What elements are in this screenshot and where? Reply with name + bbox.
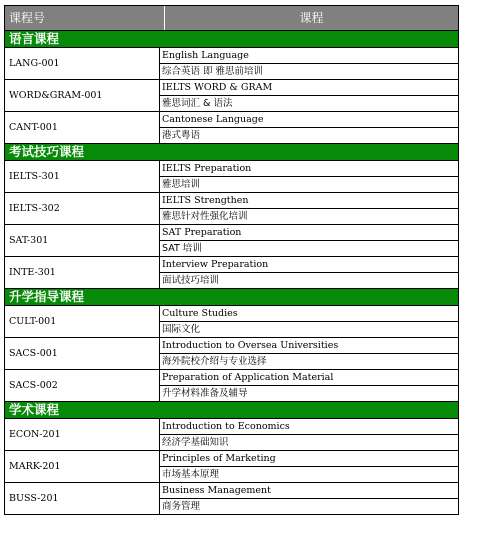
course-name-en: SAT Preparation xyxy=(160,225,458,241)
header-code: 课程号 xyxy=(5,6,165,30)
course-name-zh: 商务管理 xyxy=(162,501,201,512)
course-code: ECON-201 xyxy=(5,419,160,450)
course-name-zh: 港式粤语 xyxy=(162,130,201,141)
course-code: SACS-001 xyxy=(5,338,160,369)
course-code: CULT-001 xyxy=(5,306,160,337)
course-code: SACS-002 xyxy=(5,370,160,401)
table-row xyxy=(5,369,458,401)
course-name-zh: 国际文化 xyxy=(162,324,201,335)
course-name-en: IELTS Strengthen xyxy=(160,193,458,209)
table-row xyxy=(5,47,458,79)
table-row xyxy=(5,111,458,143)
table-header xyxy=(5,6,458,30)
section-title: 考试技巧课程 xyxy=(5,143,458,160)
course-code: LANG-001 xyxy=(5,48,160,79)
course-name-en: Preparation of Application Material xyxy=(160,370,458,386)
table-row xyxy=(5,337,458,369)
section-title: 学术课程 xyxy=(5,401,458,418)
course-name-zh: SAT 培训 xyxy=(162,243,202,254)
course-code: SAT-301 xyxy=(5,225,160,256)
table-row xyxy=(5,256,458,288)
course-name-zh: 市场基本原理 xyxy=(162,469,220,480)
course-code: CANT-001 xyxy=(5,112,160,143)
course-name-zh: 综合英语 即 雅思前培训 xyxy=(162,66,264,77)
course-name-zh: 雅思培训 xyxy=(162,179,201,190)
course-name-zh: 雅思针对性强化培训 xyxy=(162,211,248,222)
table-row xyxy=(5,160,458,192)
course-name-en: Principles of Marketing xyxy=(160,451,458,467)
course-name-zh: 雅思词汇 & 语法 xyxy=(162,98,233,109)
course-code: BUSS-201 xyxy=(5,483,160,514)
course-name-en: IELTS Preparation xyxy=(160,161,458,177)
table-row xyxy=(5,79,458,111)
table-row xyxy=(5,224,458,256)
section-title: 升学指导课程 xyxy=(5,288,458,305)
course-code: MARK-201 xyxy=(5,451,160,482)
header-course: 课程 xyxy=(299,11,324,25)
course-name-zh: 面试技巧培训 xyxy=(162,275,220,286)
table-row xyxy=(5,450,458,482)
course-name-en: IELTS WORD & GRAM xyxy=(160,80,458,96)
table-row xyxy=(5,418,458,450)
course-name-en: Business Management xyxy=(160,483,458,499)
course-name-zh: 经济学基础知识 xyxy=(162,437,229,448)
course-table xyxy=(4,5,459,515)
course-name-en: English Language xyxy=(160,48,458,64)
course-name-en: Cantonese Language xyxy=(160,112,458,128)
course-name-en: Introduction to Economics xyxy=(160,419,458,435)
course-name-en: Interview Preparation xyxy=(160,257,458,273)
course-code: IELTS-302 xyxy=(5,193,160,224)
section-title: 语言课程 xyxy=(5,30,458,47)
course-code: WORD&GRAM-001 xyxy=(5,80,160,111)
table-row xyxy=(5,305,458,337)
course-code: IELTS-301 xyxy=(5,161,160,192)
course-name-zh: 升学材料准备及辅导 xyxy=(162,388,248,399)
course-name-en: Introduction to Oversea Universities xyxy=(160,338,458,354)
course-name-en: Culture Studies xyxy=(160,306,458,322)
table-row xyxy=(5,482,458,514)
course-code: INTE-301 xyxy=(5,257,160,288)
course-name-zh: 海外院校介绍与专业选择 xyxy=(162,356,267,367)
table-row xyxy=(5,192,458,224)
